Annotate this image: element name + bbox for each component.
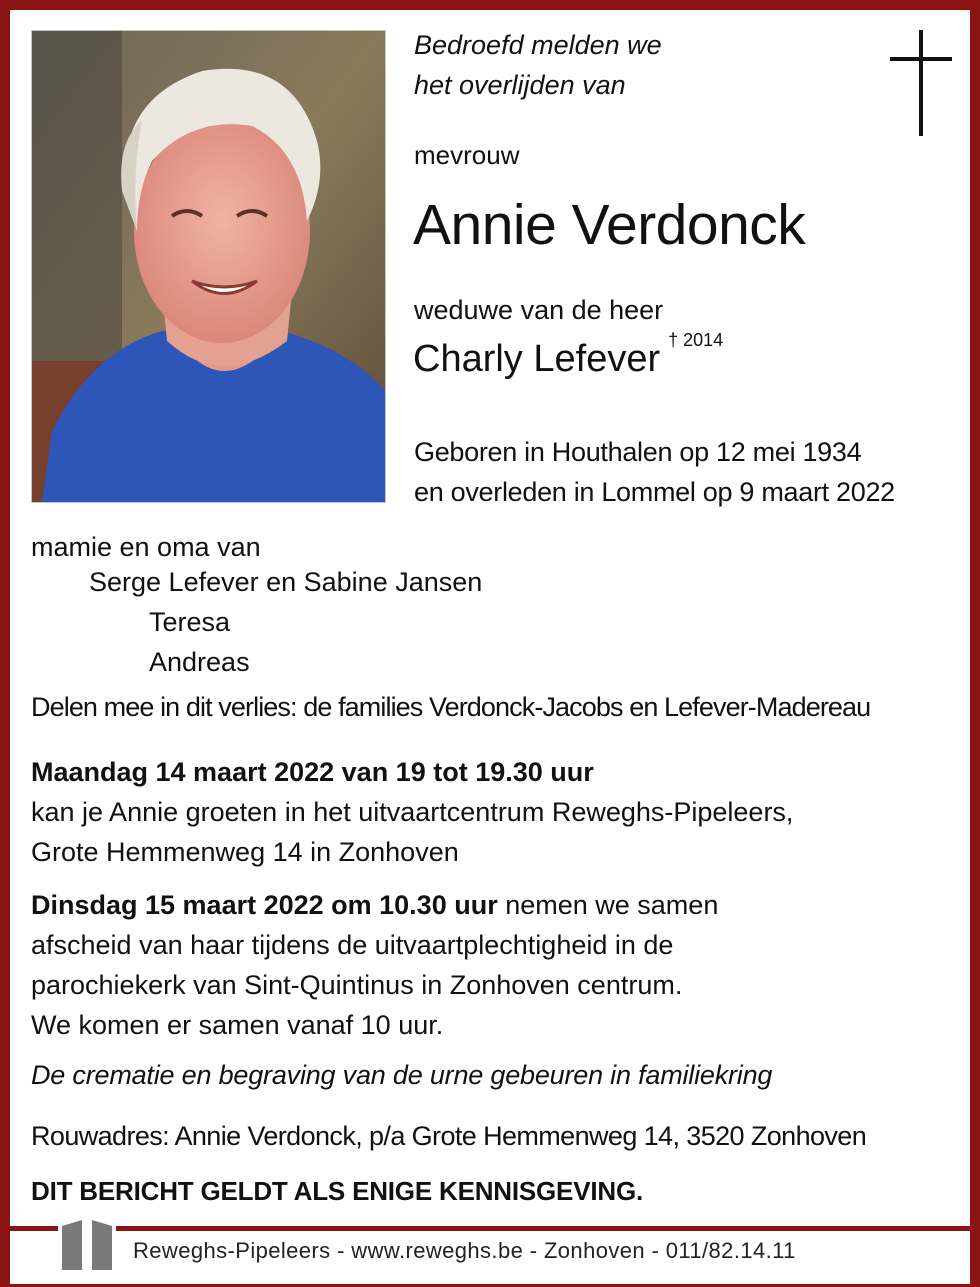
funeral-line-3: parochiekerk van Sint-Quintinus in Zonhoven centrum. xyxy=(31,970,683,1000)
footer-contact: Reweghs-Pipeleers - www.reweghs.be - Zonhoven - 011/82.14.11 xyxy=(133,1238,796,1263)
mourning-address: Rouwadres: Annie Verdonck, p/a Grote Hemmenweg 14, 3520 Zonhoven xyxy=(31,1121,867,1151)
visitation-date-time: Maandag 14 maart 2022 van 19 tot 19.30 uur xyxy=(31,757,594,787)
death-line: en overleden in Lommel op 9 maart 2022 xyxy=(414,477,895,507)
family-child: Serge Lefever en Sabine Jansen xyxy=(89,567,483,597)
family-grandchild: Andreas xyxy=(149,647,250,677)
funeral-block xyxy=(31,885,718,1045)
family-share-line: Delen mee in dit verlies: de families Verdonck-Jacobs en Lefever-Madereau xyxy=(31,692,871,722)
reweghs-logo-icon xyxy=(58,1218,116,1272)
deceased-name: Annie Verdonck xyxy=(413,193,806,257)
birth-line: Geboren in Houthalen op 12 mei 1934 xyxy=(414,437,862,467)
footer-divider xyxy=(10,1226,970,1231)
birth-death-info xyxy=(414,432,895,512)
spouse-name: Charly Lefever xyxy=(413,338,661,380)
funeral-line-4: We komen er samen vanaf 10 uur. xyxy=(31,1010,444,1040)
cremation-note: De crematie en begraving van de urne gebeuren in familiekring xyxy=(31,1060,773,1090)
widow-line: weduwe van de heer xyxy=(414,295,664,325)
funeral-line-2: afscheid van haar tijdens de uitvaartplechtigheid in de xyxy=(31,930,674,960)
intro-line-1: Bedroefd melden we xyxy=(414,30,662,60)
title-prefix: mevrouw xyxy=(414,140,520,170)
intro-line-2: het overlijden van xyxy=(414,70,626,100)
family-heading: mamie en oma van xyxy=(31,532,261,562)
funeral-line-1-rest: nemen we samen xyxy=(497,890,719,920)
latin-cross-icon xyxy=(890,30,952,136)
spouse-death-mark: † 2014 xyxy=(668,330,724,350)
spouse-name-line xyxy=(413,330,724,381)
visitation-line-2: kan je Annie groeten in het uitvaartcentrum Reweghs-Pipeleers, xyxy=(31,797,794,827)
visitation-line-3: Grote Hemmenweg 14 in Zonhoven xyxy=(31,837,459,867)
family-grandchild: Teresa xyxy=(149,607,231,637)
funeral-date-time: Dinsdag 15 maart 2022 om 10.30 uur xyxy=(31,890,498,920)
portrait-photo xyxy=(31,30,386,503)
official-notice: DIT BERICHT GELDT ALS ENIGE KENNISGEVING. xyxy=(31,1176,643,1206)
visitation-block xyxy=(31,752,793,872)
intro-text xyxy=(414,25,662,105)
